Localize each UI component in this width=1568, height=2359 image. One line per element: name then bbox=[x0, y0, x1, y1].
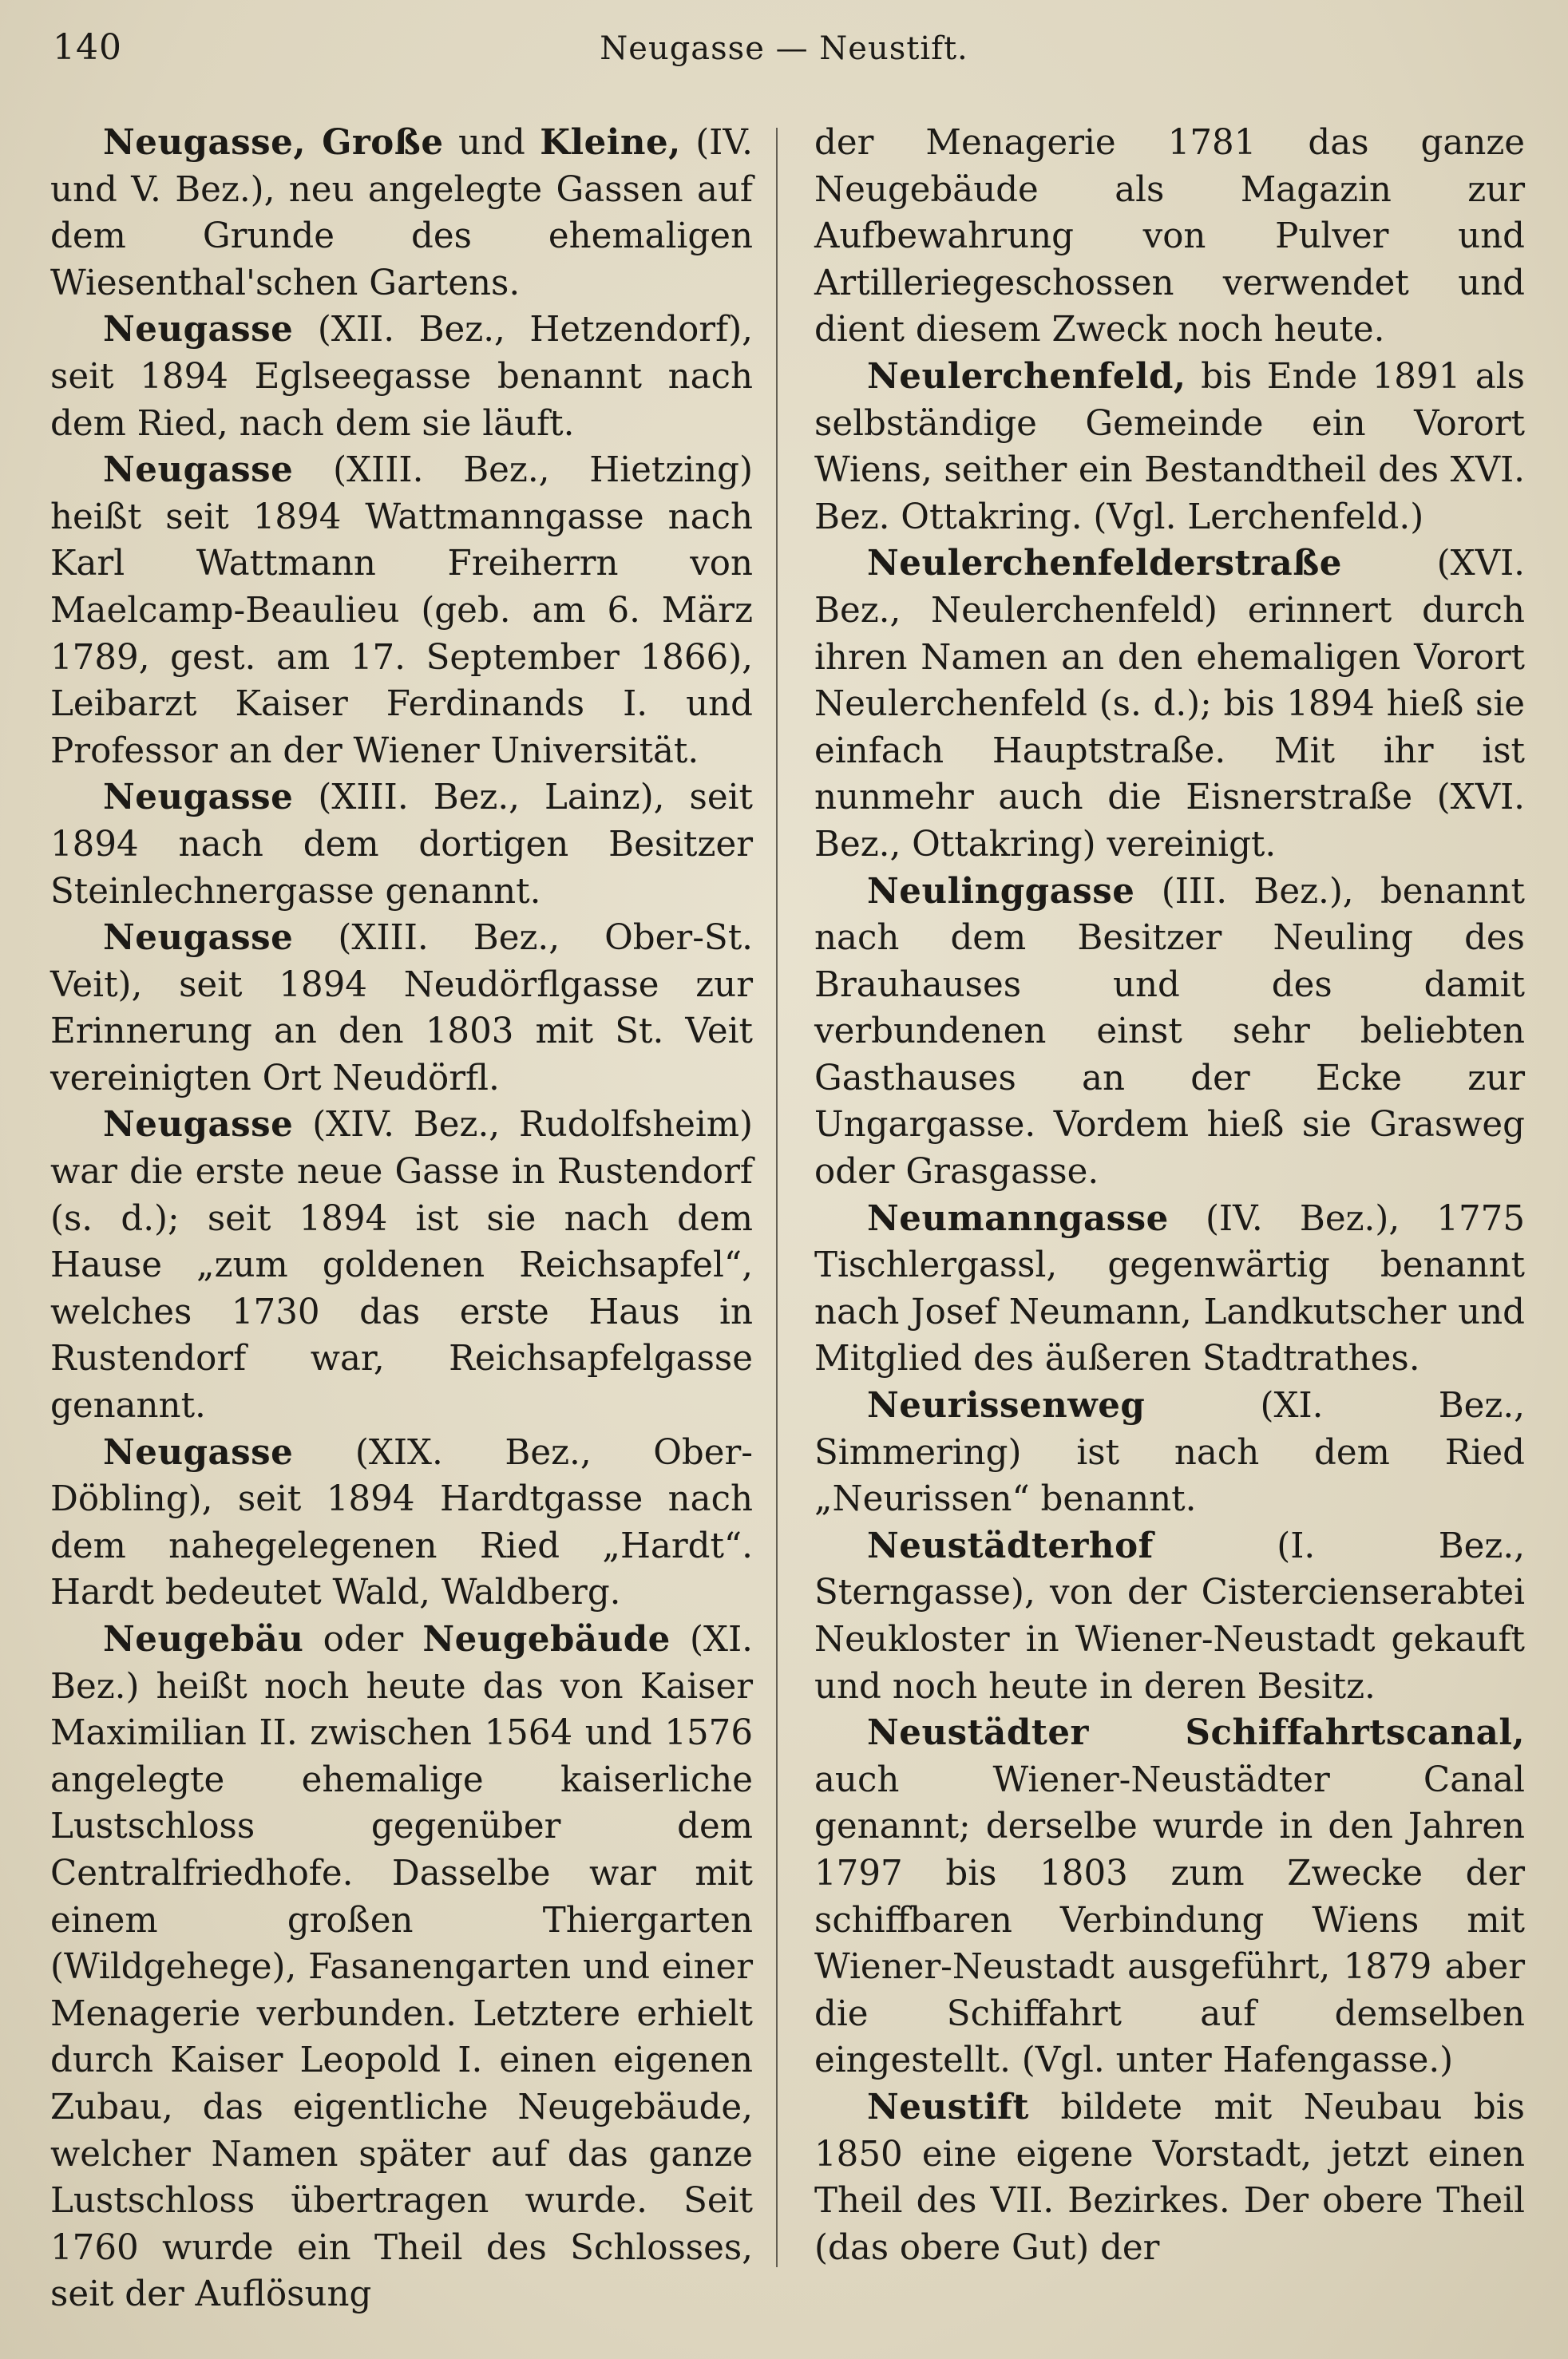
headword: Neulerchenfeld, bbox=[867, 355, 1186, 397]
entry-body: bis Ende 1891 als selbständige Gemeinde ein Vorort Wiens, seither ein Bestandtheil des XVI. Bez. Ottakring. (Vgl. Lerchenfeld.) bbox=[814, 356, 1525, 537]
entry-body: (XIV. Bez., Rudolfsheim) war die erste neue Gasse in Rustendorf (s. d.); seit 1894 ist sie nach dem Hause „zum goldenen Reichsapfel“, welches 1730 das erste Haus in Rustendorf war, Reichsapfelgasse genannt. bbox=[50, 1105, 753, 1427]
entry bbox=[50, 120, 753, 307]
entry bbox=[50, 447, 753, 774]
entry bbox=[814, 354, 1525, 540]
entry bbox=[50, 774, 753, 915]
entry bbox=[814, 1196, 1525, 1383]
headword: Neulerchenfelderstraße bbox=[867, 543, 1342, 584]
headword: Neumanngasse bbox=[867, 1197, 1169, 1239]
entry-body: (IV. Bez.), 1775 Tischlergassl, gegenwärtig benannt nach Josef Neumann, Landkutscher und Mitglied des äußeren Stadtrathes. bbox=[814, 1198, 1525, 1379]
entry-body: bildete mit Neubau bis 1850 eine eigene Vorstadt, jetzt einen Theil des VII. Bezirkes. Der obere Theil (das obere Gut) der bbox=[814, 2087, 1525, 2268]
headword: Neugasse bbox=[103, 1104, 294, 1146]
entry bbox=[50, 1102, 753, 1429]
page-number: 140 bbox=[53, 27, 122, 68]
entry bbox=[50, 915, 753, 1102]
page-header bbox=[48, 24, 1520, 80]
entry-body: (III. Bez.), benannt nach dem Besitzer Neuling des Brauhauses und des damit verbundenen einst sehr beliebten Gasthauses an der Ecke zur Ungargasse. Vordem hieß sie Grasweg oder Grasgasse. bbox=[814, 871, 1525, 1193]
entry-body: (XII. Bez., Hetzendorf), seit 1894 Eglseegasse benannt nach dem Ried, nach dem sie läuft. bbox=[50, 310, 753, 444]
connector: und bbox=[443, 123, 540, 163]
column-divider bbox=[776, 128, 778, 2267]
headword: Neugasse bbox=[103, 309, 294, 350]
headword-2: Neugebäude bbox=[422, 1619, 671, 1660]
headword: Neugebäu bbox=[103, 1619, 304, 1660]
entry-body: (IV. und V. Bez.), neu angelegte Gassen auf dem Grunde des ehemaligen Wiesenthal'schen Gartens. bbox=[50, 123, 753, 303]
headword: Neugasse bbox=[103, 917, 294, 959]
headword-2: Kleine, bbox=[540, 122, 681, 163]
headword: Neustädterhof bbox=[867, 1525, 1154, 1566]
headword: Neugasse, Große bbox=[103, 122, 444, 163]
entry-body: (I. Bez., Sterngasse), von der Cistercienserabtei Neukloster in Wiener-Neustadt gekauft und noch heute in deren Besitz. bbox=[814, 1526, 1525, 1707]
left-column bbox=[50, 120, 753, 2318]
continued-text: der Menagerie 1781 das ganze Neugebäude als Magazin zur Aufbewahrung von Pulver und Artilleriegeschossen verwendet und dient diesem Zweck noch heute. bbox=[814, 123, 1525, 350]
running-head: Neugasse — Neustift. bbox=[600, 30, 968, 67]
entry bbox=[50, 307, 753, 447]
entry bbox=[814, 2084, 1525, 2271]
connector: oder bbox=[303, 1620, 423, 1660]
entry-body: (XIII. Bez., Hietzing) heißt seit 1894 Wattmanngasse nach Karl Wattmann Freiherrn von Maelcamp-Beaulieu (geb. am 6. März 1789, gest. am 17. September 1866), Leibarzt Kaiser Ferdinands I. und Professor an der Wiener Universität. bbox=[50, 450, 753, 771]
headword: Neustädter Schiffahrtscanal, bbox=[867, 1712, 1525, 1754]
entry bbox=[814, 869, 1525, 1196]
entry-body: (XI. Bez.) heißt noch heute das von Kaiser Maximilian II. zwischen 1564 und 1576 angelegte ehemalige kaiserliche Lustschloss gegenüber dem Centralfriedhofe. Dasselbe war mit einem großen Thiergarten (Wildgehege), Fasanengarten und einer Menagerie verbunden. Letztere erhielt durch Kaiser Leopold I. einen eigenen Zubau, das eigentliche Neugebäude, welcher Namen später auf das ganze Lustschloss übertragen wurde. Seit 1760 wurde ein Theil des Schlosses, seit der Auflösung bbox=[50, 1620, 753, 2315]
headword: Neurissenweg bbox=[867, 1385, 1146, 1427]
headword: Neugasse bbox=[103, 449, 294, 491]
headword: Neulinggasse bbox=[867, 870, 1135, 912]
headword: Neugasse bbox=[103, 1431, 294, 1473]
entry-body: (XIII. Bez., Lainz), seit 1894 nach dem dortigen Besitzer Steinlechnergasse genannt. bbox=[50, 778, 753, 912]
entry bbox=[814, 1383, 1525, 1523]
entry bbox=[50, 1430, 753, 1617]
entry bbox=[814, 1710, 1525, 2084]
headword: Neugasse bbox=[103, 777, 294, 818]
right-column bbox=[814, 120, 1525, 2271]
entry-body: (XVI. Bez., Neulerchenfeld) erinnert durch ihren Namen an den ehemaligen Vorort Neulerchenfeld (s. d.); bis 1894 hieß sie einfach Hauptstraße. Mit ihr ist nunmehr auch die Eisnerstraße (XVI. Bez., Ottakring) vereinigt. bbox=[814, 544, 1525, 865]
entry bbox=[814, 1523, 1525, 1710]
entry-body: (XI. Bez., Simmering) ist nach dem Ried „Neurissen“ benannt. bbox=[814, 1386, 1525, 1520]
headword: Neustift bbox=[867, 2086, 1029, 2127]
entry-body: (XIX. Bez., Ober-Döbling), seit 1894 Hardtgasse nach dem nahegelegenen Ried „Hardt“. Hardt bedeutet Wald, Waldberg. bbox=[50, 1432, 753, 1613]
entry bbox=[814, 540, 1525, 868]
entry bbox=[50, 1617, 753, 2318]
entry-body: auch Wiener-Neustädter Canal genannt; derselbe wurde in den Jahren 1797 bis 1803 zum Zwecke der schiffbaren Verbindung Wiens mit Wiener-Neustadt ausgeführt, 1879 aber die Schiffahrt auf demselben eingestellt. (Vgl. unter Hafengasse.) bbox=[814, 1759, 1525, 2081]
entry-body: (XIII. Bez., Ober-St. Veit), seit 1894 Neudörflgasse zur Erinnerung an den 1803 mit St. Veit vereinigten Ort Neudörfl. bbox=[50, 918, 753, 1098]
